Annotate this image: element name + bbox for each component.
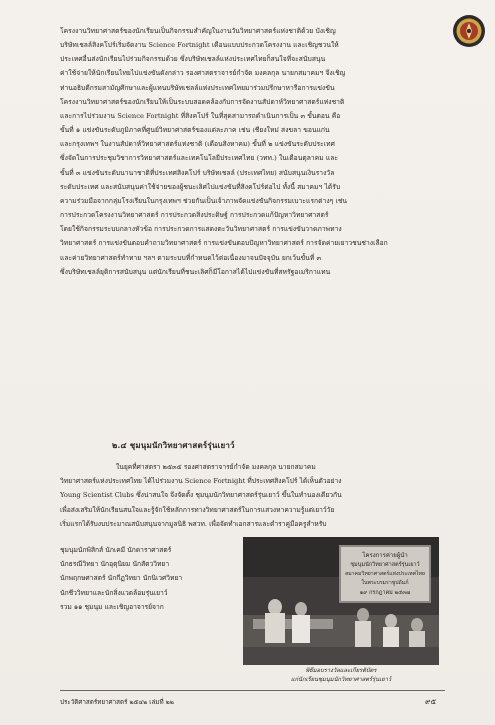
body-line: และการไปร่วมงาน Science Fortnight ที่สิงคโปร์ ในที่สุดสามารถดำเนินการเป็น ๓ ขั้นตอน คือ <box>60 111 341 120</box>
body-line: โดยใช้กิจกรรมระบบกลางหัวข้อ การประกวดการแสดงตะวันวิทยาศาสตร์ การแข่งขันวาดภาพทาง <box>60 225 342 234</box>
body-line: ประเทศอื่นส่งนักเรียนไปร่วมกิจกรรมด้วย ซึ่งบริษัทเชลล์แห่งประเทศไทยก็สนใจที่จะสนับสนุน <box>60 55 326 64</box>
body-line: การประกวดโครงงานวิทยาศาสตร์ การประกวดสิ่งประดิษฐ์ การประกวดแก้ปัญหาวิทยาศาสตร์ <box>60 211 329 220</box>
body-line: นักพฤกษศาสตร์ นักกีฏวิทยา นักนิเวศวิทยา <box>60 574 183 583</box>
body-line: และค่ายวิทยาศาสตร์ทำทาย ฯลฯ ตามระบบที่กำหนดไว้ต่อเนื่องมาจนปัจจุบัน ยกเว้นขั้นที่ ๓ <box>60 253 322 262</box>
banner-line: โครงการค่ายผู้นำ <box>362 552 408 559</box>
body-line: ซึ่งจัดในการประชุมวิชาการวิทยาศาสตร์และเทคโนโลยีประเทศไทย (วทท.) ในเดือนตุลาคม และ <box>60 154 338 163</box>
footer-publication: ประวัติศาสตร์ทยาศาสตร์ ๒๕๔๒ เล่มที่ ๒๒ <box>60 699 174 706</box>
caption-line: แก่นักเรียนชุมนุมนักวิทยาศาสตร์รุ่นเยาว์ <box>290 677 392 683</box>
body-line: โครงงานวิทยาศาสตร์ของนักเรียนเป็นกิจกรรมสำคัญในงานวันวิทยาศาสตร์แห่งชาติด้วย บังเชิญ <box>60 27 336 35</box>
banner-line: สมาคมวิทยาศาสตร์แห่งประเทศไทย <box>345 571 425 577</box>
body-line: วิทยาศาสตร์ การแข่งขันตอบคำถามวิทยาศาสตร์ การแข่งขันตอบปัญหาวิทยาศาสตร์ การจัดค่ายเยาวชนช่างเลือก <box>60 239 388 248</box>
body-line: บริษัทเชลล์สิงคโปร์เริ่มจัดงาน Science Fortnight เดือนแบบประกวดโครงงาน และเชิญชวนให้ <box>60 41 339 50</box>
society-emblem-icon <box>452 14 486 48</box>
body-line: ขั้นที่ ๑ แข่งขันระดับภูมิภาคที่ศูนย์วิทยาศาสตร์ของแต่ละภาค เช่น เชียงใหม่ สงขลา ขอนแก่น <box>60 126 330 135</box>
banner-line: ในพระบรมราชูปถัมภ์ <box>361 580 409 586</box>
body-line: Young Scientist Clubs ซึ่งน่าสนใจ จึงจัดตั้ง ชุมนุมนักวิทยาศาสตร์รุ่นเยาว์ ขึ้นในทำนองเดียวกัน <box>60 491 342 500</box>
body-line: ชุมนุมนักพิสิกส์ นักเคมี นักดาราศาสตร์ <box>60 546 172 554</box>
body-line: รวม ๑๑ ชุมนุม และเชิญอาจารย์จาก <box>60 602 164 611</box>
body-line: และกรุงเทพฯ ในงานสัปดาห์วิทยาศาสตร์แห่งชาติ (เดือนสิงหาคม) ขั้นที่ ๒ แข่งขันระดับประเทศ <box>60 140 335 149</box>
body-line: นักธรณีวิทยา นักอุตุนิยม นักสัตววิทยา <box>60 560 170 569</box>
body-paragraph-2 <box>60 460 446 531</box>
body-line: เริ่มแรกได้รับงบประมาณสนับสนุนจากมูลนิธิ พสวท. เพื่อจัดทำเอกสารและตำราคู่มือครูสำหรับ <box>60 519 327 528</box>
body-line: นักชีววิทยาและนักสิ่งแวดล้อมรุ่นเยาว์ <box>60 588 168 597</box>
body-line: วิทยาศาสตร์แห่งประเทศไทย ได้ไปร่วมงาน Science Fortnight ที่ประเทศสิงคโปร์ ได้เห็นตัวอย่าง <box>60 477 342 486</box>
body-line: ท่านอธิบดีกรมสามัญศึกษาและผู้แทนบริษัทเชลล์แห่งประเทศไทยมาร่วมปรึกษาหารือการแข่งขัน <box>60 83 335 92</box>
body-line: ความร่วมมือจากกลุ่มโรงเรียนในกรุงเทพฯ ช่วยกันเป็นเจ้าภาพจัดแข่งขันกิจกรรมเบาะแรกต่างๆ เช่น <box>60 196 348 205</box>
body-line: ในยุคที่ศาสตรา ๒๕๓๕ รองศาสตราจารย์กำจัด มงคลกุล นายกสมาคม <box>116 463 316 471</box>
body-line: โครงงานวิทยาศาสตร์ของนักเรียนให้เป็นระบบสอดคล้องกับการจัดงานสัปดาห์วิทยาศาสตร์แห่งชาติ <box>60 97 345 106</box>
body-line: เพื่อส่งเสริมให้นักเรียนสนใจและรู้จักใช้หลักการทางวิทยาศาสตร์ในการแสวงหาความรู้แต่เยาว์วัย <box>60 505 335 514</box>
body-line: ขั้นที่ ๓ แข่งขันระดับนานาชาติที่ประเทศสิงคโปร์ บริษัทเชลล์ (ประเทศไทย) สนับสนุนเงินรางวัล <box>60 168 335 177</box>
photo-caption <box>243 667 439 685</box>
body-line: ระดับประเทศ และสนับสนุนค่าใช้จ่ายของผู้ชนะเลิศไปแข่งขันที่สิงคโปร์ต่อไป ทั้งนี้ สมาคมฯ ได้รับ <box>60 182 341 191</box>
body-paragraph-1 <box>60 24 446 279</box>
footer-divider <box>60 690 445 691</box>
banner-line: ชุมนุมนักวิทยาศาสตร์รุ่นเยาว์ <box>350 562 420 568</box>
page-number: ๙๕ <box>425 697 437 706</box>
caption-line: พิธีมอบรางวัลและเกียรติบัตร <box>305 668 377 674</box>
section-heading: ๒.๔ ชุมนุมนักวิทยาศาสตร์รุ่นเยาว์ <box>112 440 235 450</box>
banner-line: ๑๙ กรกฎาคม ๒๕๓๗ <box>359 590 411 596</box>
wrapped-paragraph <box>60 543 230 614</box>
body-line: ค่าใช้จ่ายให้นักเรียนไทยไปแข่งขันดังกล่าว รองศาสตราจารย์กำจัด มงคลกุล นายกสมาคมฯ จึงเชิญ <box>60 69 346 78</box>
award-ceremony-photo <box>243 537 439 665</box>
body-line: ซึ่งบริษัทเชลล์ยุติการสนับสนุน แต่นักเรียนที่ชนะเลิศก็มีโอกาสได้ไปแข่งขันที่สหรัฐอเมริกาแทน <box>60 267 331 276</box>
